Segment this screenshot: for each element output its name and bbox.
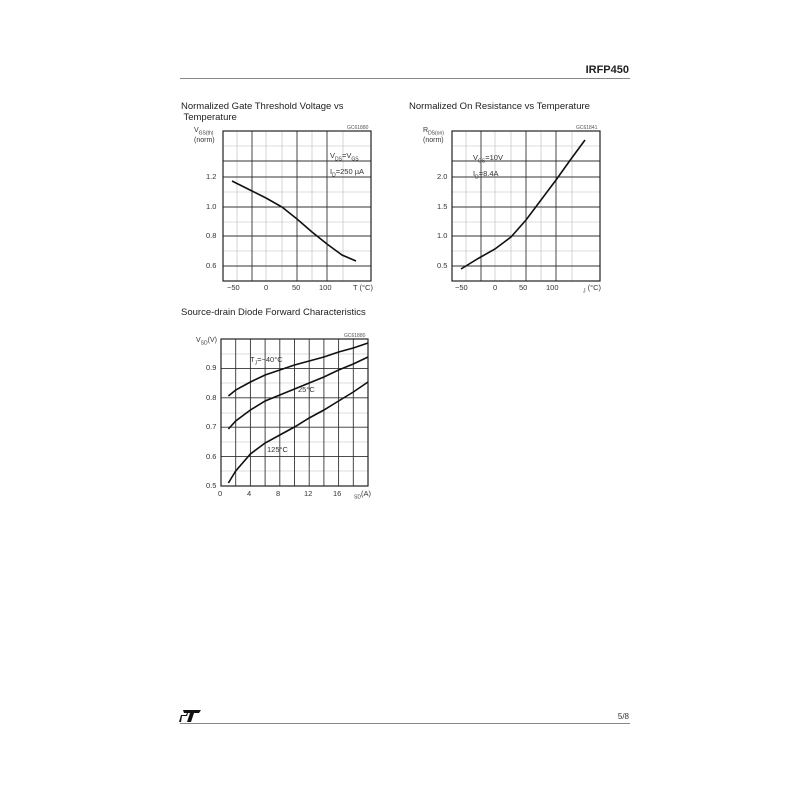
chart1-ytick: 0.8 — [206, 231, 217, 240]
chart1-title — [181, 101, 343, 123]
chart3-title: Source-drain Diode Forward Characteristics — [181, 307, 366, 318]
chart2-xtick: 50 — [519, 283, 528, 292]
chart3-xtick: 12 — [304, 489, 313, 498]
chart2-ytick: 1.0 — [437, 231, 448, 240]
chart3-xtick: 8 — [276, 489, 281, 498]
chart3-xtick: 0 — [218, 489, 223, 498]
chart2-annotation: $V_{GS}=10V$ $I_D=8.4A$ — [473, 153, 503, 180]
chart2-ytick: 2.0 — [437, 172, 448, 181]
part-number: IRFP450 — [585, 64, 629, 76]
chart1-code: GC61880 — [347, 125, 369, 131]
chart2-xtick: 0 — [493, 283, 498, 292]
chart1-ytick: 0.6 — [206, 261, 217, 270]
chart1-ylabel: $V_{GS(th)}$ (norm) — [194, 127, 215, 145]
chart1-xtick: −50 — [227, 283, 240, 292]
chart1-xtick: 50 — [292, 283, 301, 292]
chart2-title: Normalized On Resistance vs Temperature — [409, 101, 590, 112]
curve-125c — [228, 382, 368, 483]
chart3-ytick: 0.5 — [206, 481, 217, 490]
curve-label-minus40c: $T_J=-40^\circ C$ — [250, 355, 283, 367]
page-number: 5/8 — [617, 712, 629, 721]
chart1-ytick: 1.0 — [206, 202, 217, 211]
chart3-plot — [221, 339, 368, 486]
footer-rule — [180, 723, 630, 724]
chart1-xtick: 0 — [264, 283, 269, 292]
chart3-ytick: 0.6 — [206, 452, 217, 461]
chart1-title-line2: Temperature — [181, 112, 237, 123]
chart3-ytick: 0.9 — [206, 363, 217, 372]
chart3-ytick: 0.8 — [206, 393, 217, 402]
chart2-code: GC61841 — [576, 125, 598, 131]
st-logo-icon — [181, 710, 201, 722]
chart3-xtick: 4 — [247, 489, 252, 498]
chart1-annotation: $V_{DS}=V_{GS}$ $I_D=250$ µA — [330, 151, 365, 178]
chart1-xtick: 100 — [319, 283, 332, 292]
chart2-ylabel: $R_{DS(on)}$ (norm) — [423, 127, 444, 145]
curve-label-125c: 125°C — [267, 445, 288, 454]
chart3-ytick: 0.7 — [206, 422, 217, 431]
header-rule — [180, 78, 630, 79]
chart2-xlabel: $_J$ (°C) — [583, 283, 602, 295]
chart1-title-line1: Normalized Gate Threshold Voltage vs — [181, 101, 344, 112]
chart3-code: GC61880 — [344, 333, 366, 339]
chart3-ylabel: $V_{SD}(V)$ — [196, 337, 217, 347]
chart3-xlabel: $_{SD}$(A) — [354, 489, 371, 501]
chart2-ytick: 0.5 — [437, 261, 448, 270]
chart2-ytick: 1.5 — [437, 202, 448, 211]
chart1-ytick: 1.2 — [206, 172, 217, 181]
vgs-th-curve — [232, 181, 356, 261]
chart2-xtick: −50 — [455, 283, 468, 292]
chart2-xtick: 100 — [546, 283, 559, 292]
curve-label-25c: 25°C — [298, 385, 315, 394]
chart3-xtick: 16 — [333, 489, 342, 498]
chart1-xlabel: T (°C) — [353, 283, 373, 292]
